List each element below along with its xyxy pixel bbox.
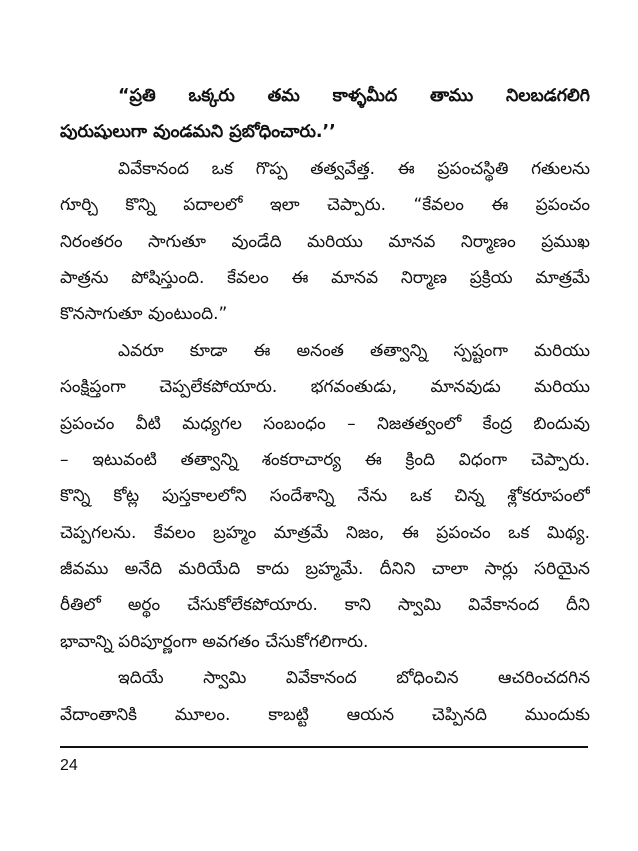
text-line: ప్రపంచం వీటి మధ్యగల సంబంధం – నిజతత్వంలో కేంద్ర బిందువు <box>60 413 590 434</box>
paragraph <box>60 660 590 733</box>
text-line: “ప్రతి ఒక్కరు తమ కాళ్ళమీద తాము నిలబడగలిగి <box>118 86 590 106</box>
body-text <box>60 78 590 733</box>
text-line: పాత్రను పోషిస్తుంది. కేవలం ఈ మానవ నిర్మాణ ప్రక్రియ మాత్రమే <box>60 267 590 288</box>
text-line: రీతిలో అర్థం చేసుకోలేకపోయారు. కాని స్వామి వివేకానంద దీని <box>60 595 590 616</box>
page-number: 24 <box>60 757 78 774</box>
text-line: ఎవరూ కూడా ఈ అనంత తత్వాన్ని స్పష్టంగా మరియు <box>118 340 590 361</box>
text-line: వేదాంతానికి మూలం. కాబట్టి ఆయన చెప్పినది ముందుకు <box>60 704 590 725</box>
text-line: కొన్ని కోట్ల పుస్తకాలలోని సందేశాన్ని నేను ఒక చిన్న శ్లోకరూపంలో <box>60 486 590 507</box>
text-line: చెప్పగలను. కేవలం బ్రహ్మం మాత్రమే నిజం, ఈ ప్రపంచం ఒక మిథ్య. <box>60 522 590 543</box>
text-line: వివేకానంద ఒక గొప్ప తత్వవేత్త. ఈ ప్రపంచస్థితి గతులను <box>118 158 590 179</box>
footer-rule <box>60 746 588 748</box>
text-line: – ఇటువంటి తత్వాన్ని శంకరాచార్య ఈ క్రింది విధంగా చెప్పారు. <box>60 449 590 470</box>
text-line: గూర్చి కొన్ని పదాలలో ఇలా చెప్పారు. “కేవలం ఈ ప్రపంచం <box>60 195 590 216</box>
text-line: పురుషులుగా వుండమని ప్రబోధించారు.’’ <box>60 122 336 143</box>
quote-paragraph <box>60 78 590 151</box>
text-line: ఇదియే స్వామి వివేకానంద బోధించిన ఆచరించదగిన <box>118 668 590 689</box>
text-line: సంక్షిప్తంగా చెప్పలేకపోయారు. భగవంతుడు, మానవుడు మరియు <box>60 377 590 398</box>
text-line: భావాన్ని పరిపూర్ణంగా అవగతం చేసుకోగలిగారు. <box>60 631 369 652</box>
paragraph <box>60 151 590 333</box>
text-line: జీవము అనేది మరియేది కాదు బ్రహ్మమే. దీనిని చాలా సార్లు సరియైన <box>60 559 590 580</box>
paragraph <box>60 333 590 661</box>
text-line: నిరంతరం సాగుతూ వుండేది మరియు మానవ నిర్మాణం ప్రముఖ <box>60 231 590 252</box>
text-line: కొనసాగుతూ వుంటుంది.” <box>60 304 228 325</box>
